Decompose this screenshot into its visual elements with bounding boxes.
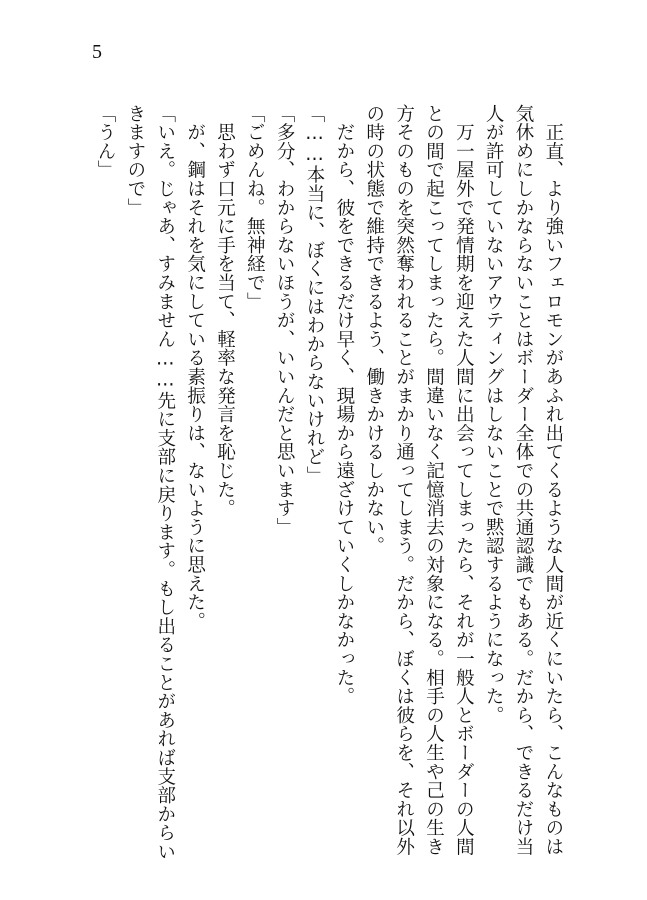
vertical-text-body (94, 104, 564, 861)
text-line: 人が許可していないアウティングはしないことで黙認するようになった。 (483, 104, 505, 725)
text-line: 万一屋外で発情期を迎えた人間に出会ってしまったら、それが一般人とボーダーの人間 (453, 104, 475, 856)
text-line: だから、彼をできるだけ早く、現場から遠ざけていくしかなかった。 (333, 104, 355, 706)
text-line: 「いえ。じゃあ、すみません……先に支部に戻ります。もし出ることがあれば支部からい (154, 104, 176, 861)
text-line: 「……本当に、ぼくにはわからないけれど」 (304, 104, 326, 485)
text-line: 思わず口元に手を当て、軽率な発言を恥じた。 (214, 104, 236, 518)
text-line: 「ごめんね。無神経で」 (244, 104, 266, 311)
text-line: 「うん」 (95, 104, 116, 180)
text-line: 方そのものを突然奪われることがまかり通ってしまう。だから、ぼくは彼らを、それ以外 (393, 104, 415, 856)
text-line: 「多分、わからないほうが、いいんだと思います」 (274, 104, 296, 537)
text-line: きますので」 (124, 104, 146, 217)
page-number: 5 (92, 41, 102, 63)
text-line: 気休めにしかならないことはボーダー全体での共通認識でもある。だから、できるだけ当 (513, 104, 535, 856)
text-line: が、鋼はそれを気にしている素振りは、ないように思えた。 (184, 104, 206, 631)
text-line: の時の状態で維持できるよう、働きかけるしかない。 (363, 104, 385, 556)
text-line: との間で起こってしまったら。間違いなく記憶消去の対象になる。相手の人生や己の生き (423, 104, 445, 856)
text-line: 正直、より強いフェロモンがあふれ出てくるような人間が近くにいたら、こんなものは (542, 104, 564, 856)
